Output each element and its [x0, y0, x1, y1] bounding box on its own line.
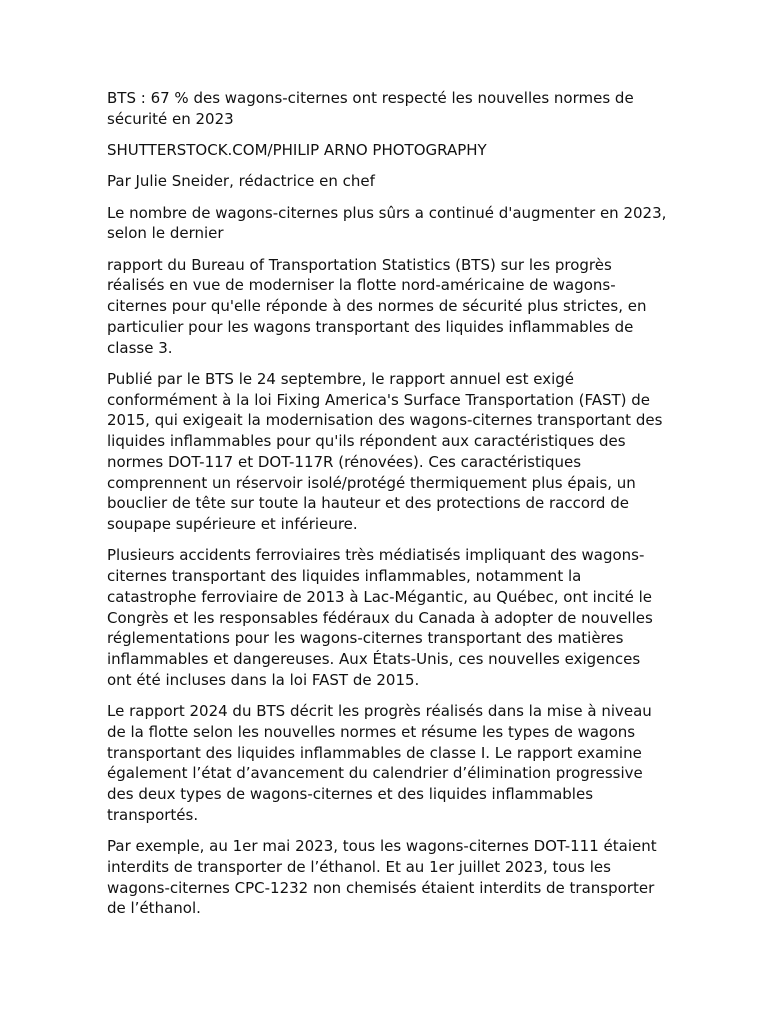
photo-credit: SHUTTERSTOCK.COM/PHILIP ARNO PHOTOGRAPHY: [107, 141, 487, 159]
paragraph: rapport du Bureau of Transportation Statistics (BTS) sur les progrès réalisés en vue de moderniser la flotte nord-américaine de wagons-citernes pour qu'elle réponde à des normes de sécurité plus strictes, en particulier pour les wagons transportant des liquides inflammables de classe 3.: [107, 255, 647, 357]
paragraph: Le rapport 2024 du BTS décrit les progrès réalisés dans la mise à niveau de la flotte selon les nouvelles normes et résume les types de wagons transportant des liquides inflammables de classe I. Le rapport examine également l’état d’avancement du calendrier d’élimination progressive des deux types de wagons-citernes et des liquides inflammables transportés.: [107, 702, 652, 824]
paragraph: Plusieurs accidents ferroviaires très médiatisés impliquant des wagons-citernes transportant des liquides inflammables, notamment la catastrophe ferroviaire de 2013 à Lac-Mégantic, au Québec, ont incité le Congrès et les responsables fédéraux du Canada à adopter de nouvelles réglementations pour les wagons-citernes transportant des matières inflammables et dangereuses. Aux États-Unis, ces nouvelles exigences ont été incluses dans la loi FAST de 2015.: [107, 546, 653, 689]
paragraph: Le nombre de wagons-citernes plus sûrs a continué d'augmenter en 2023, selon le dernier: [107, 203, 667, 243]
article-title: BTS : 67 % des wagons-citernes ont respecté les nouvelles normes de sécurité en 2023: [107, 89, 634, 128]
byline: Par Julie Sneider, rédactrice en chef: [107, 172, 375, 191]
paragraph: Par exemple, au 1er mai 2023, tous les wagons-citernes DOT-111 étaient interdits de transporter de l’éthanol. Et au 1er juillet 2023, tous les wagons-citernes CPC-1232 non chemisés étaient interdits de transporter de l’éthanol.: [107, 837, 657, 918]
document-page: [107, 88, 667, 930]
paragraph: Publié par le BTS le 24 septembre, le rapport annuel est exigé conformément à la loi Fixing America's Surface Transportation (FAST) de 2015, qui exigeait la modernisation des wagons-citernes transportant des liquides inflammables pour qu'ils répondent aux caractéristiques des normes DOT-117 et DOT-117R (rénovées). Ces caractéristiques comprennent un réservoir isolé/protégé thermiquement plus épais, un bouclier de tête sur toute la hauteur et des protections de raccord de soupape supérieure et inférieure.: [107, 369, 663, 533]
